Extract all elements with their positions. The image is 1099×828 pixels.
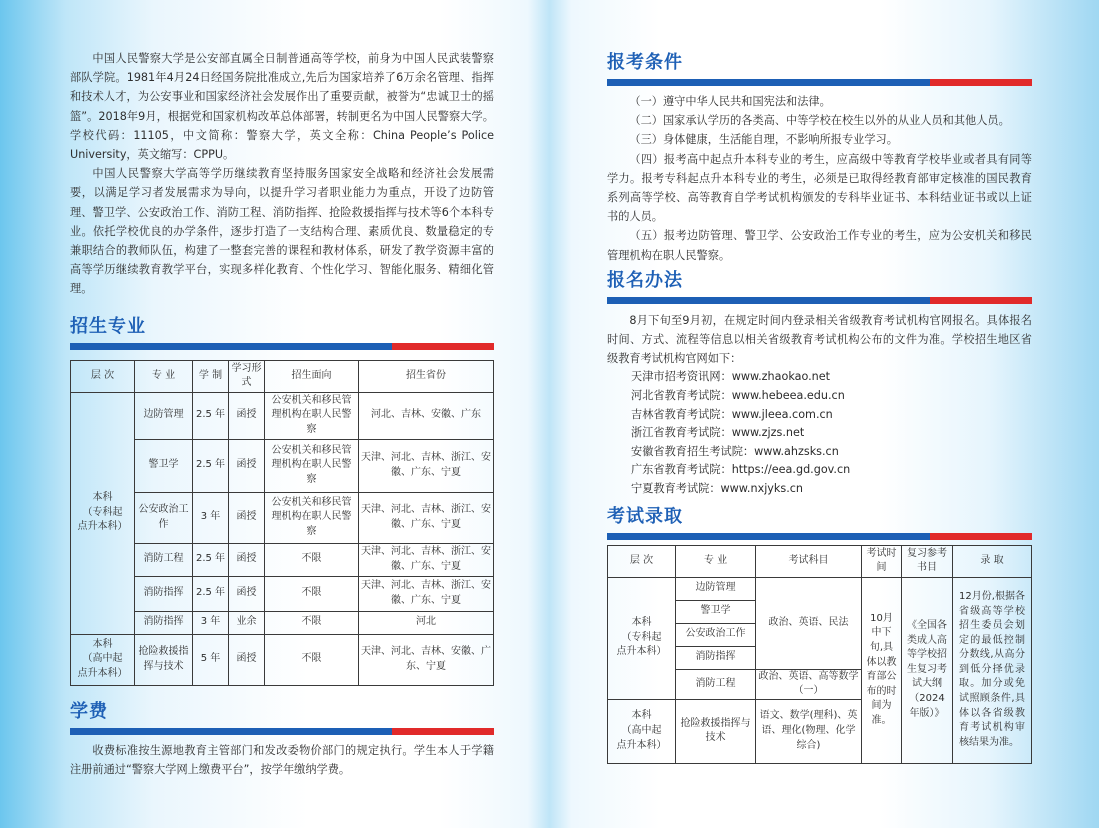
- provinces-cell: 天津、河北、吉林、浙江、安徽、广东、宁夏: [359, 576, 494, 611]
- major-cell: 边防管理: [135, 392, 193, 439]
- table-row: [71, 611, 494, 634]
- site-item: 天津市招考资讯网：www.zhaokao.net: [631, 370, 831, 384]
- years-cell: 2.5 年: [193, 439, 229, 492]
- exam-header-row: [608, 545, 1032, 577]
- majors-heading: 招生专业: [70, 315, 146, 337]
- mode-cell: 函授: [229, 492, 265, 543]
- table-row: [71, 492, 494, 543]
- left-column: [70, 0, 494, 779]
- level-cell: 本科 （专科起 点升本科）: [71, 392, 135, 634]
- header-years: 学 制: [193, 360, 229, 392]
- admission-cell: 12月份,根据各省级高等学校招生委员会划定的最低控制分数线,从高分到低分择优录取。加分或免试照顾条件,具体以各省级教育考试机构审核结果为准。: [953, 577, 1032, 763]
- header-level: 层 次: [71, 360, 135, 392]
- fees-heading: 学费: [70, 700, 108, 722]
- exam-heading: 考试录取: [607, 505, 683, 527]
- mode-cell: 业余: [229, 611, 265, 634]
- target-cell: 公安机关和移民管理机构在职人民警察: [265, 392, 359, 439]
- major-cell: 消防指挥: [135, 576, 193, 611]
- target-cell: 不限: [265, 543, 359, 576]
- years-cell: 3 年: [193, 611, 229, 634]
- conditions-heading-bar: [607, 79, 1032, 86]
- header-time: 考试时间: [862, 545, 902, 577]
- level-cell: 本科 （高中起 点升本科）: [608, 699, 676, 763]
- site-item: 广东省教育考试院：https://eea.gd.gov.cn: [631, 463, 851, 477]
- major-cell: 公安政治工作: [676, 623, 756, 646]
- header-major: 专 业: [676, 545, 756, 577]
- major-cell: 公安政治工作: [135, 492, 193, 543]
- major-cell: 消防指挥: [676, 646, 756, 669]
- target-cell: 公安机关和移民管理机构在职人民警察: [265, 492, 359, 543]
- years-cell: 3 年: [193, 492, 229, 543]
- site-item: 浙江省教育考试院：www.zjzs.net: [631, 426, 805, 440]
- registration-heading: 报名办法: [607, 269, 683, 291]
- mode-cell: 函授: [229, 576, 265, 611]
- target-cell: 不限: [265, 634, 359, 685]
- condition-item: （二）国家承认学历的各类高、中等学校在校生以外的从业人员和其他人员。: [629, 114, 1010, 128]
- provinces-cell: 河北、吉林、安徽、广东: [359, 392, 494, 439]
- header-admission: 录 取: [953, 545, 1032, 577]
- years-cell: 2.5 年: [193, 543, 229, 576]
- level-cell: 本科 （专科起 点升本科）: [608, 577, 676, 699]
- table-row: [71, 634, 494, 685]
- majors-header-row: [71, 360, 494, 392]
- intro-paragraph-2: 中国人民警察大学高等学历继续教育坚持服务国家安全战略和经济社会发展需要，以满足学习者发展需求为导向，以提升学习者职业能力为重点，开设了边防管理、警卫学、公安政治工作、消防工程、消防指挥、抢险救援指挥与技术等6个本科专业。依托学校优良的办学条件，逐步打造了一支结构合理、素质优良、数量稳定的专兼职结合的教师队伍，构建了一整套完善的课程和教材体系，研发了教学资源丰富的高等学历继续教育教学平台，实现多样化教育、个性化学习、智能化服务、精细化管理。: [70, 167, 494, 296]
- majors-table: [70, 360, 494, 686]
- exam-authority-sites: [607, 368, 1032, 498]
- exam-heading-bar: [607, 533, 1032, 540]
- conditions-list: [607, 92, 1032, 265]
- condition-item: （一）遵守中华人民共和国宪法和法律。: [629, 95, 831, 108]
- table-row: [71, 543, 494, 576]
- major-cell: 边防管理: [676, 577, 756, 600]
- conditions-heading: 报考条件: [607, 52, 683, 73]
- target-cell: 不限: [265, 576, 359, 611]
- fees-heading-bar: [70, 728, 494, 735]
- major-cell: 警卫学: [135, 439, 193, 492]
- table-row: [71, 439, 494, 492]
- major-cell: 消防工程: [135, 543, 193, 576]
- right-column: [607, 0, 1032, 764]
- mode-cell: 函授: [229, 543, 265, 576]
- exam-table: [607, 545, 1032, 764]
- target-cell: 不限: [265, 611, 359, 634]
- site-item: 宁夏教育考试院：www.nxjyks.cn: [631, 482, 804, 495]
- provinces-cell: 天津、河北、吉林、浙江、安徽、广东、宁夏: [359, 439, 494, 492]
- major-cell: 抢险救援指挥与技术: [135, 634, 193, 685]
- table-row: [71, 576, 494, 611]
- time-cell: 10月中下旬,具体以教育部公布的时间为准。: [862, 577, 902, 763]
- books-cell: 《全国各类成人高等学校招生复习考试大纲（2024年版）》: [902, 577, 953, 763]
- site-item: 吉林省教育考试院：www.jleea.com.cn: [631, 407, 833, 421]
- years-cell: 2.5 年: [193, 576, 229, 611]
- condition-item: （四）报考高中起点升本科专业的考生，应高级中等教育学校毕业或者具有同等学力。报考专科起点升本科专业的考生，必须是已取得经教育部审定核准的国民教育系列高等学校、高等教育自学考试机构颁发的专科毕业证书、本科结业证书或以上证书的人员。: [607, 152, 1032, 224]
- header-target: 招生面向: [265, 360, 359, 392]
- subjects-cell: 政治、英语、民法: [756, 577, 862, 669]
- registration-paragraph: 8月下旬至9月初，在规定时间内登录相关省级教育考试机构官网报名。具体报名时间、方式、流程等信息以相关省级教育考试机构公布的文件为准。学校招生地区省级教育考试机构官网如下：: [607, 313, 1032, 366]
- mode-cell: 函授: [229, 439, 265, 492]
- header-provinces: 招生省份: [359, 360, 494, 392]
- table-row: [608, 577, 1032, 600]
- site-item: 河北省教育考试院：www.hebeea.edu.cn: [631, 389, 845, 403]
- level-cell: 本科 （高中起 点升本科）: [71, 634, 135, 685]
- registration-heading-bar: [607, 297, 1032, 304]
- majors-heading-bar: [70, 343, 494, 350]
- major-cell: 警卫学: [676, 600, 756, 623]
- header-major: 专 业: [135, 360, 193, 392]
- header-level: 层 次: [608, 545, 676, 577]
- provinces-cell: 河北: [359, 611, 494, 634]
- major-cell: 抢险救援指挥与技术: [676, 699, 756, 763]
- mode-cell: 函授: [229, 392, 265, 439]
- provinces-cell: 天津、河北、吉林、安徽、广东、宁夏: [359, 634, 494, 685]
- intro-paragraph-1: 中国人民警察大学是公安部直属全日制普通高等学校，前身为中国人民武装警察部队学院。1981年4月24日经国务院批准成立,先后为国家培养了6万余名管理、指挥和技术人才，为公安事业和国家经济社会发展作出了重要贡献，被誉为“忠诚卫士的摇篮”。2018年9月，根据党和国家机构改革总体部署，转制更名为中国人民警察大学。学校代码：11105，中文简称：警察大学，英文全称：China People’s Police University，英文缩写：CPPU。: [70, 52, 494, 162]
- years-cell: 2.5 年: [193, 392, 229, 439]
- header-mode: 学习形式: [229, 360, 265, 392]
- fees-paragraph: 收费标准按生源地教育主管部门和发改委物价部门的规定执行。学生本人于学籍注册前通过“警察大学网上缴费平台”，按学年缴纳学费。: [70, 743, 494, 776]
- site-item: 安徽省教育招生考试院：www.ahzsks.cn: [631, 444, 839, 458]
- subjects-cell: 语文、数学(理科)、英语、理化(物理、化学综合): [756, 699, 862, 763]
- major-cell: 消防指挥: [135, 611, 193, 634]
- provinces-cell: 天津、河北、吉林、浙江、安徽、广东、宁夏: [359, 492, 494, 543]
- provinces-cell: 天津、河北、吉林、浙江、安徽、广东、宁夏: [359, 543, 494, 576]
- years-cell: 5 年: [193, 634, 229, 685]
- header-books: 复习参考书目: [902, 545, 953, 577]
- condition-item: （三）身体健康，生活能自理，不影响所报专业学习。: [629, 133, 898, 147]
- table-row: [71, 392, 494, 439]
- condition-item: （五）报考边防管理、警卫学、公安政治工作专业的考生，应为公安机关和移民管理机构在职人民警察。: [607, 229, 1032, 262]
- major-cell: 消防工程: [676, 669, 756, 699]
- mode-cell: 函授: [229, 634, 265, 685]
- header-subjects: 考试科目: [756, 545, 862, 577]
- target-cell: 公安机关和移民管理机构在职人民警察: [265, 439, 359, 492]
- subjects-cell: 政治、英语、高等数学（一）: [756, 669, 862, 699]
